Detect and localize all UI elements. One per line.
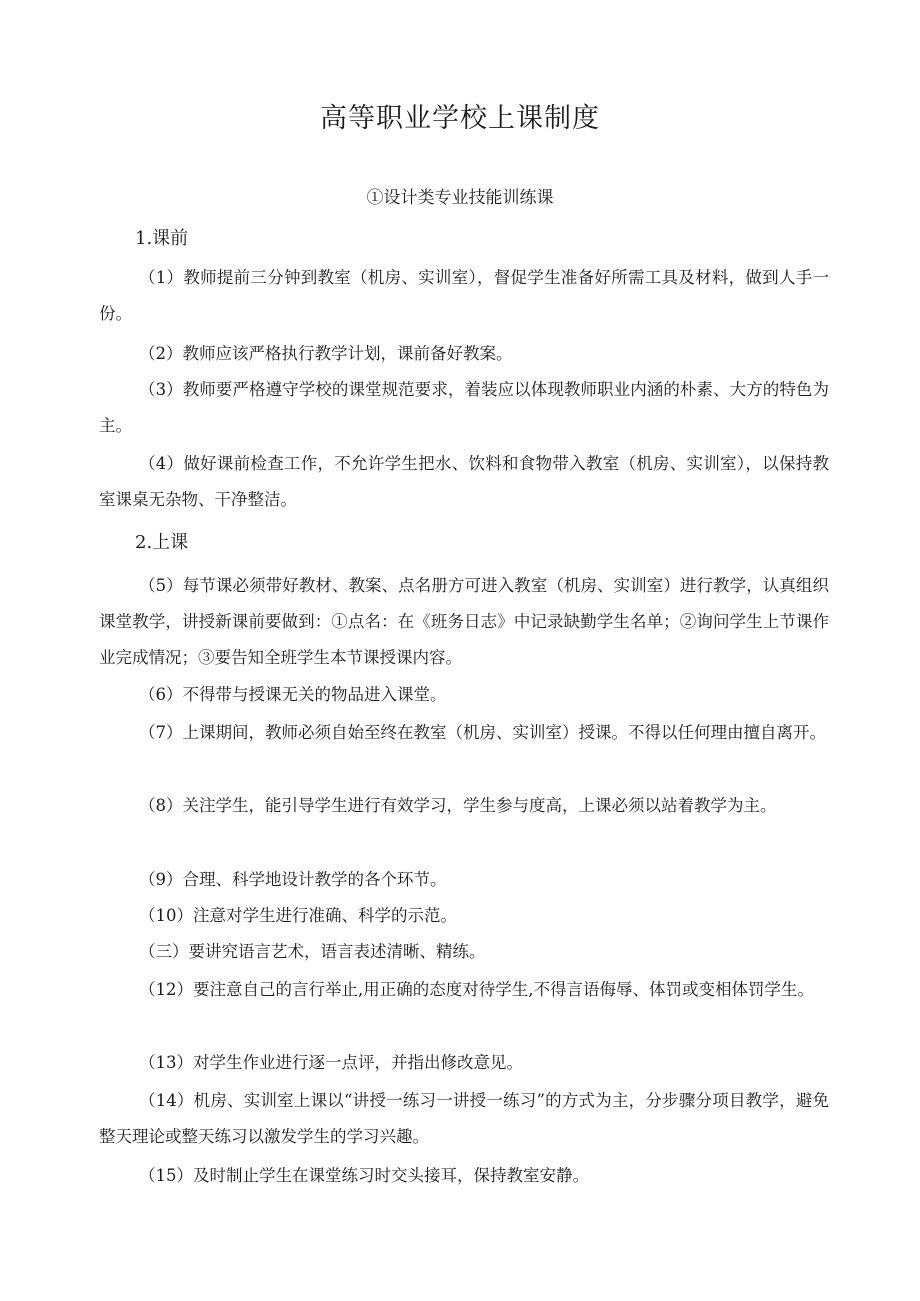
paragraph-6: （6）不得带与授课无关的物品进入课堂。	[139, 685, 447, 704]
paragraph-3: （3）教师要严格遵守学校的课堂规范要求，着装应以体现教师职业内涵的朴素、大方的特色为主。	[99, 380, 829, 435]
paragraph-9: （9）合理、科学地设计教学的各个环节。	[139, 870, 447, 889]
section-heading-before-class: 1.课前	[135, 228, 189, 249]
section-heading-in-class: 2.上课	[135, 532, 189, 553]
paragraph-8: （8）关注学生，能引导学生进行有效学习，学生参与度高，上课必须以站着教学为主。	[139, 796, 777, 815]
paragraph-15: （15）及时制止学生在课堂练习时交头接耳，保持教室安静。	[139, 1166, 589, 1185]
paragraph-10: （10）注意对学生进行准确、科学的示范。	[139, 906, 457, 925]
document-title: 高等职业学校上课制度	[320, 103, 600, 134]
document-subtitle: ①设计类专业技能训练课	[366, 188, 554, 208]
paragraph-4: （4）做好课前检查工作，不允许学生把水、饮料和食物带入教室（机房、实训室），以保持教室课桌无杂物、干净整洁。	[99, 454, 829, 509]
paragraph-11: （三）要讲究语言艺术，语言表述清晰、精练。	[139, 942, 486, 961]
paragraph-14: （14）机房、实训室上课以“讲授一练习一讲授一练习”的方式为主，分步骤分项目教学，避免整天理论或整天练习以激发学生的学习兴趣。	[99, 1091, 829, 1146]
paragraph-1: （1）教师提前三分钟到教室（机房、实训室），督促学生准备好所需工具及材料，做到人手一份。	[99, 268, 829, 323]
paragraph-2: （2）教师应该严格执行教学计划，课前备好教案。	[139, 344, 513, 363]
paragraph-13: （13）对学生作业进行逐一点评，并指出修改意见。	[139, 1053, 523, 1072]
paragraph-7: （7）上课期间，教师必须自始至终在教室（机房、实训室）授课。不得以任何理由擅自离开。	[139, 723, 826, 742]
paragraph-5: （5）每节课必须带好教材、教案、点名册方可进入教室（机房、实训室）进行教学，认真组织课堂教学，讲授新课前要做到：①点名：在《班务日志》中记录缺勤学生名单；②询问学生上节课作业完成情况；③要告知全班学生本节课授课内容。	[99, 576, 829, 667]
paragraph-12: （12）要注意自己的言行举止,用正确的态度对待学生,不得言语侮辱、体罚或变相体罚学生。	[139, 980, 814, 999]
